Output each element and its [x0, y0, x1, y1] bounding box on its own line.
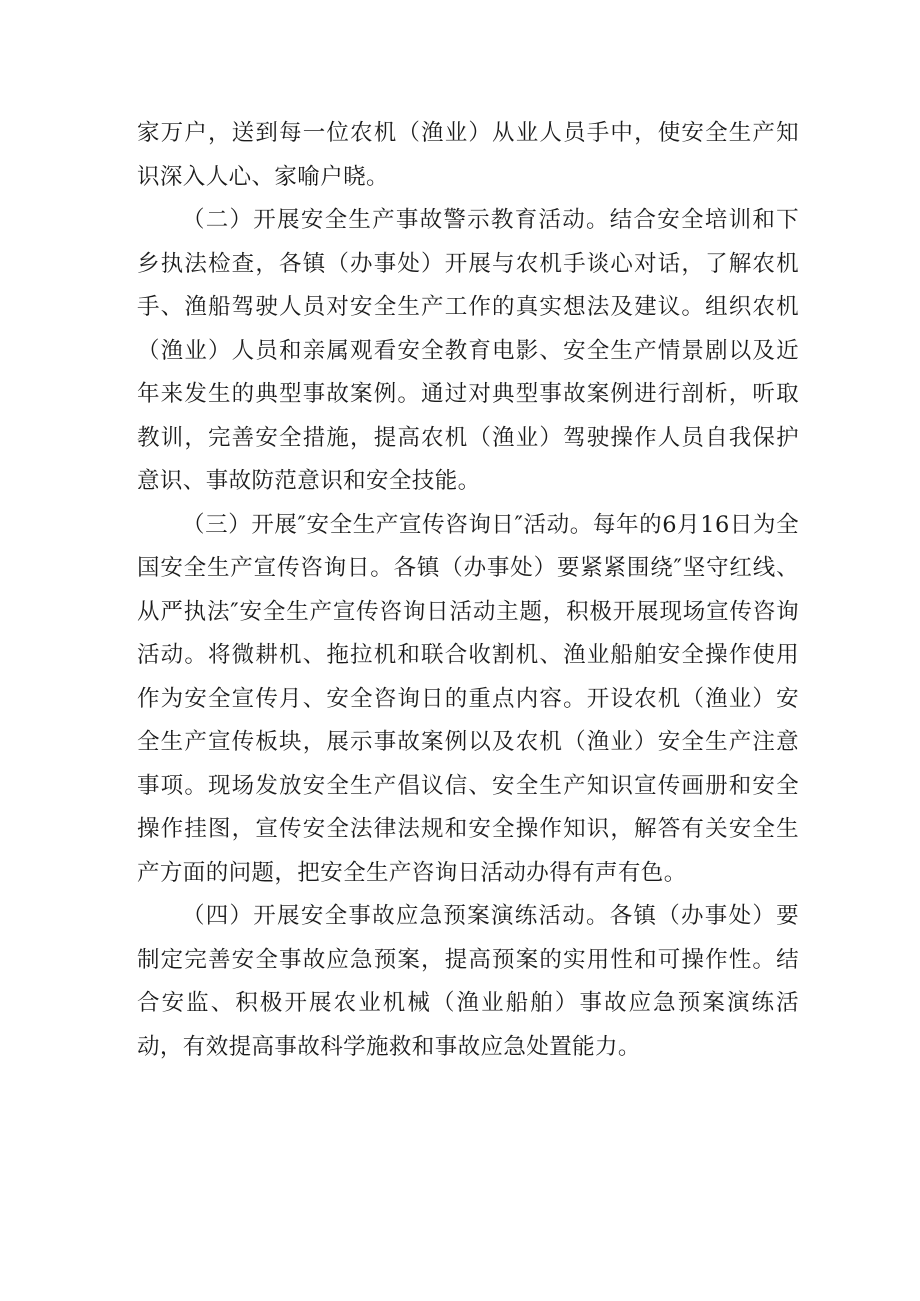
paragraph-continuation: 家万户，送到每一位农机（渔业）从业人员手中，使安全生产知识深入人心、家喻户晓。: [137, 120, 799, 190]
paragraph-section-3: （三）开展″安全生产宣传咨询日″活动。每年的6月16日为全国安全生产宣传咨询日。各镇（办事处）要紧紧围绕″坚守红线、从严执法″安全生产宣传咨询日活动主题，积极开展现场宣传咨询活动。将微耕机、拖拉机和联合收割机、渔业船舶安全操作使用作为安全宣传月、安全咨询日的重点内容。开设农机（渔业）安全生产宣传板块，展示事故案例以及农机（渔业）安全生产注意事项。现场发放安全生产倡议信、安全生产知识宣传画册和安全操作挂图，宣传安全法律法规和安全操作知识，解答有关安全生产方面的问题，把安全生产咨询日活动办得有声有色。: [137, 511, 799, 886]
document-body: [137, 112, 799, 1069]
paragraph-section-2: （二）开展安全生产事故警示教育活动。结合安全培训和下乡执法检查，各镇（办事处）开展与农机手谈心对话，了解农机手、渔船驾驶人员对安全生产工作的真实想法及建议。组织农机（渔业）人员和亲属观看安全教育电影、安全生产情景剧以及近年来发生的典型事故案例。通过对典型事故案例进行剖析，听取教训，完善安全措施，提高农机（渔业）驾驶操作人员自我保护意识、事故防范意识和安全技能。: [137, 207, 799, 494]
paragraph-section-4: （四）开展安全事故应急预案演练活动。各镇（办事处）要制定完善安全事故应急预案，提高预案的实用性和可操作性。结合安监、积极开展农业机械（渔业船舶）事故应急预案演练活动，有效提高事故科学施救和事故应急处置能力。: [137, 903, 799, 1060]
